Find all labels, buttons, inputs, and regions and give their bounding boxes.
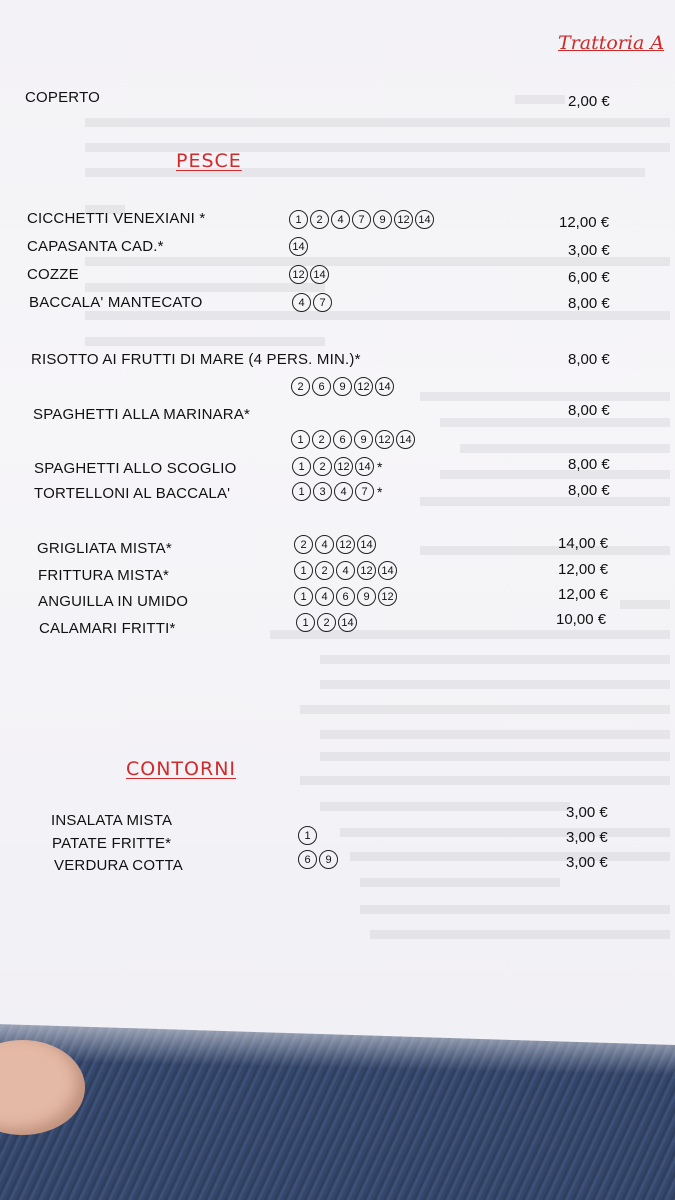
allergen-badge: 4 — [315, 535, 334, 554]
allergen-badge: 4 — [334, 482, 353, 501]
allergen-badge: 2 — [312, 430, 331, 449]
allergen-badge: 14 — [357, 535, 376, 554]
asterisk-mark: * — [377, 483, 383, 500]
allergen-badge: 12 — [375, 430, 394, 449]
allergen-badge: 9 — [333, 377, 352, 396]
allergen-badge: 2 — [317, 613, 336, 632]
allergen-list — [294, 587, 397, 606]
menu-item-price: 8,00 € — [568, 295, 610, 312]
allergen-badge: 6 — [333, 430, 352, 449]
allergen-badge: 9 — [354, 430, 373, 449]
allergen-badge: 4 — [331, 210, 350, 229]
allergen-list — [292, 482, 382, 501]
menu-item-name: COZZE — [27, 266, 79, 283]
menu-item-price: 8,00 € — [568, 482, 610, 499]
allergen-badge: 2 — [313, 457, 332, 476]
menu-item-price: 8,00 € — [568, 456, 610, 473]
allergen-list — [298, 826, 317, 845]
allergen-badge: 12 — [394, 210, 413, 229]
allergen-badge: 1 — [292, 457, 311, 476]
allergen-badge: 1 — [291, 430, 310, 449]
allergen-badge: 12 — [357, 561, 376, 580]
menu-item-price: 10,00 € — [556, 611, 607, 628]
allergen-list — [294, 561, 397, 580]
allergen-badge: 14 — [396, 430, 415, 449]
section-pesce-title: PESCE — [176, 150, 242, 172]
menu-item-name: GRIGLIATA MISTA* — [37, 540, 172, 557]
allergen-list — [291, 377, 394, 396]
menu-item-name: INSALATA MISTA — [51, 812, 173, 829]
allergen-badge: 14 — [338, 613, 357, 632]
allergen-badge: 4 — [336, 561, 355, 580]
allergen-badge: 12 — [334, 457, 353, 476]
coperto-label: COPERTO — [25, 89, 101, 106]
allergen-badge: 1 — [292, 482, 311, 501]
allergen-list — [292, 293, 332, 312]
menu-item-name: ANGUILLA IN UMIDO — [38, 593, 189, 610]
restaurant-name: Trattoria A — [558, 32, 665, 54]
allergen-badge: 12 — [336, 535, 355, 554]
allergen-list — [289, 210, 434, 229]
menu-item-price: 8,00 € — [568, 402, 610, 419]
menu-item-name: TORTELLONI AL BACCALA' — [34, 485, 231, 502]
section-contorni-title: CONTORNI — [126, 758, 237, 780]
allergen-badge: 7 — [352, 210, 371, 229]
coperto-price: 2,00 € — [568, 93, 610, 110]
allergen-badge: 2 — [291, 377, 310, 396]
allergen-list — [291, 430, 415, 449]
menu-item-name: BACCALA' MANTECATO — [29, 294, 203, 311]
allergen-list — [296, 613, 357, 632]
menu-item-name: FRITTURA MISTA* — [38, 567, 170, 584]
allergen-badge: 2 — [315, 561, 334, 580]
allergen-badge: 1 — [298, 826, 317, 845]
menu-item-name: CAPASANTA CAD.* — [27, 238, 164, 255]
allergen-badge: 2 — [294, 535, 313, 554]
allergen-badge: 9 — [357, 587, 376, 606]
allergen-list — [289, 265, 329, 284]
allergen-badge: 4 — [315, 587, 334, 606]
menu-item-price: 12,00 € — [559, 214, 610, 231]
asterisk-mark: * — [377, 458, 383, 475]
menu-item-name: VERDURA COTTA — [54, 857, 184, 874]
menu-item-price: 3,00 € — [566, 854, 608, 871]
allergen-badge: 14 — [355, 457, 374, 476]
allergen-badge: 9 — [319, 850, 338, 869]
allergen-badge: 4 — [292, 293, 311, 312]
menu-item-price: 14,00 € — [558, 535, 609, 552]
menu-item-price: 3,00 € — [566, 804, 608, 821]
allergen-badge: 1 — [296, 613, 315, 632]
allergen-badge: 14 — [310, 265, 329, 284]
allergen-badge: 6 — [312, 377, 331, 396]
menu-item-name: CALAMARI FRITTI* — [39, 620, 176, 637]
allergen-badge: 14 — [289, 237, 308, 256]
menu-item-price: 12,00 € — [558, 586, 609, 603]
allergen-badge: 2 — [310, 210, 329, 229]
allergen-badge: 3 — [313, 482, 332, 501]
allergen-badge: 1 — [294, 587, 313, 606]
allergen-badge: 6 — [298, 850, 317, 869]
allergen-list — [289, 237, 308, 256]
allergen-badge: 7 — [355, 482, 374, 501]
menu-item-name: PATATE FRITTE* — [52, 835, 172, 852]
menu-item-name: SPAGHETTI ALLA MARINARA* — [33, 406, 251, 423]
allergen-list — [294, 535, 376, 554]
allergen-badge: 12 — [354, 377, 373, 396]
allergen-badge: 14 — [375, 377, 394, 396]
allergen-badge: 14 — [378, 561, 397, 580]
menu-item-price: 12,00 € — [558, 561, 609, 578]
allergen-list — [298, 850, 338, 869]
allergen-badge: 1 — [289, 210, 308, 229]
menu-item-name: RISOTTO AI FRUTTI DI MARE (4 PERS. MIN.)* — [31, 351, 361, 368]
menu-item-name: SPAGHETTI ALLO SCOGLIO — [34, 460, 237, 477]
allergen-badge: 1 — [294, 561, 313, 580]
allergen-badge: 14 — [415, 210, 434, 229]
allergen-badge: 12 — [289, 265, 308, 284]
allergen-badge: 7 — [313, 293, 332, 312]
menu-item-price: 8,00 € — [568, 351, 610, 368]
menu-item-price: 3,00 € — [568, 242, 610, 259]
menu-item-price: 3,00 € — [566, 829, 608, 846]
allergen-badge: 6 — [336, 587, 355, 606]
allergen-list — [292, 457, 382, 476]
menu-item-name: CICCHETTI VENEXIANI * — [27, 210, 206, 227]
allergen-badge: 12 — [378, 587, 397, 606]
menu-item-price: 6,00 € — [568, 269, 610, 286]
allergen-badge: 9 — [373, 210, 392, 229]
